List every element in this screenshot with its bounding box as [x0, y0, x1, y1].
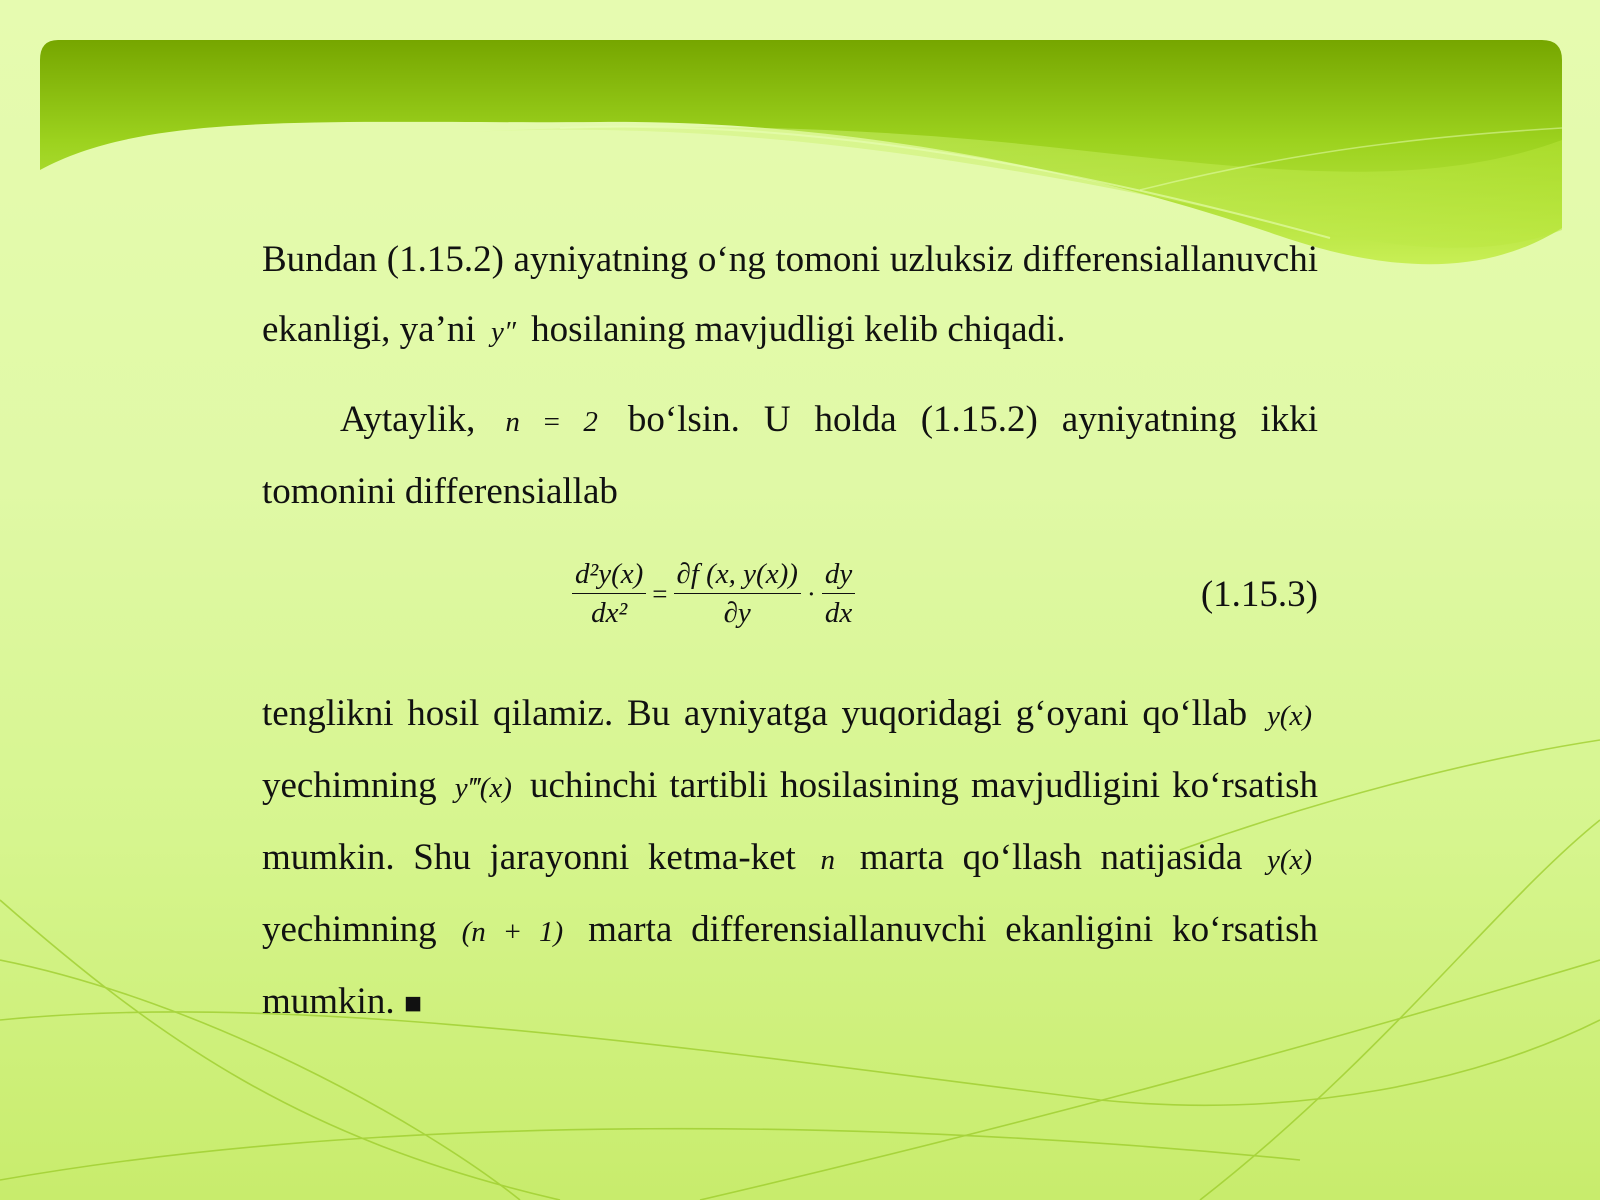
paragraph-1-text: Bundan (1.15.2) ayniyatning o‘ng tomoni uzluksiz differensiallanuvchi ekanligi, ya’ni	[262, 239, 1318, 350]
paragraph-3-text: uchinchi tartibli hosilasining mavjudligini ko‘rsatish mumkin. Shu jarayonni ketma-ket	[262, 765, 1319, 878]
paragraph-3-text: yechimning	[262, 909, 437, 950]
math-y-of-x: y(x)	[1266, 700, 1312, 732]
paragraph-2-text: Aytaylik,	[340, 399, 476, 440]
math-n-plus-1: (n + 1)	[461, 916, 564, 948]
paragraph-2	[262, 385, 1318, 527]
equals-sign: =	[652, 578, 668, 609]
paragraph-3	[262, 679, 1318, 1039]
fraction-numerator: ∂f (x, y(x))	[676, 558, 798, 590]
math-n: n	[820, 844, 836, 876]
paragraph-3-text: marta differensiallanuvchi ekanligini ko‘rsatish mumkin.	[262, 909, 1318, 1022]
paragraph-2-text-cont: bo‘lsin. U holda (1.15.2) ayniyatning ikki tomonini differensiallab	[262, 399, 1319, 512]
fraction-numerator: dy	[824, 558, 853, 590]
paragraph-3-text: tenglikni hosil qilamiz. Bu ayniyatga yuqoridagi g‘oyani qo‘llab	[262, 693, 1248, 734]
equation-block	[262, 547, 1318, 659]
paragraph-1	[262, 225, 1318, 367]
math-y-double-prime: y″	[490, 316, 516, 348]
slide-body	[262, 225, 1318, 1039]
fraction-partial-f-partial-y	[674, 555, 801, 632]
math-n-equals-2: n = 2	[505, 406, 598, 438]
fraction-d2y-dx2	[572, 555, 646, 632]
paragraph-1-text-cont: hosilaning mavjudligi kelib chiqadi.	[531, 309, 1066, 350]
fraction-dy-dx	[822, 555, 855, 632]
equation-formula	[572, 555, 855, 632]
paragraph-3-text: marta qo‘llash natijasida	[859, 837, 1243, 878]
equation-number: (1.15.3)	[1200, 574, 1318, 615]
multiplication-dot: ·	[806, 578, 816, 609]
fraction-denominator: dx	[824, 597, 853, 629]
math-y-of-x: y(x)	[1266, 844, 1313, 876]
qed-square-icon: ■	[403, 987, 422, 1020]
paragraph-3-text: yechimning	[262, 765, 437, 806]
fraction-denominator: dx²	[591, 597, 628, 629]
fraction-denominator: ∂y	[723, 597, 751, 629]
math-y-triple-prime: y‴(x)	[454, 772, 512, 804]
fraction-numerator: d²y(x)	[575, 558, 644, 590]
